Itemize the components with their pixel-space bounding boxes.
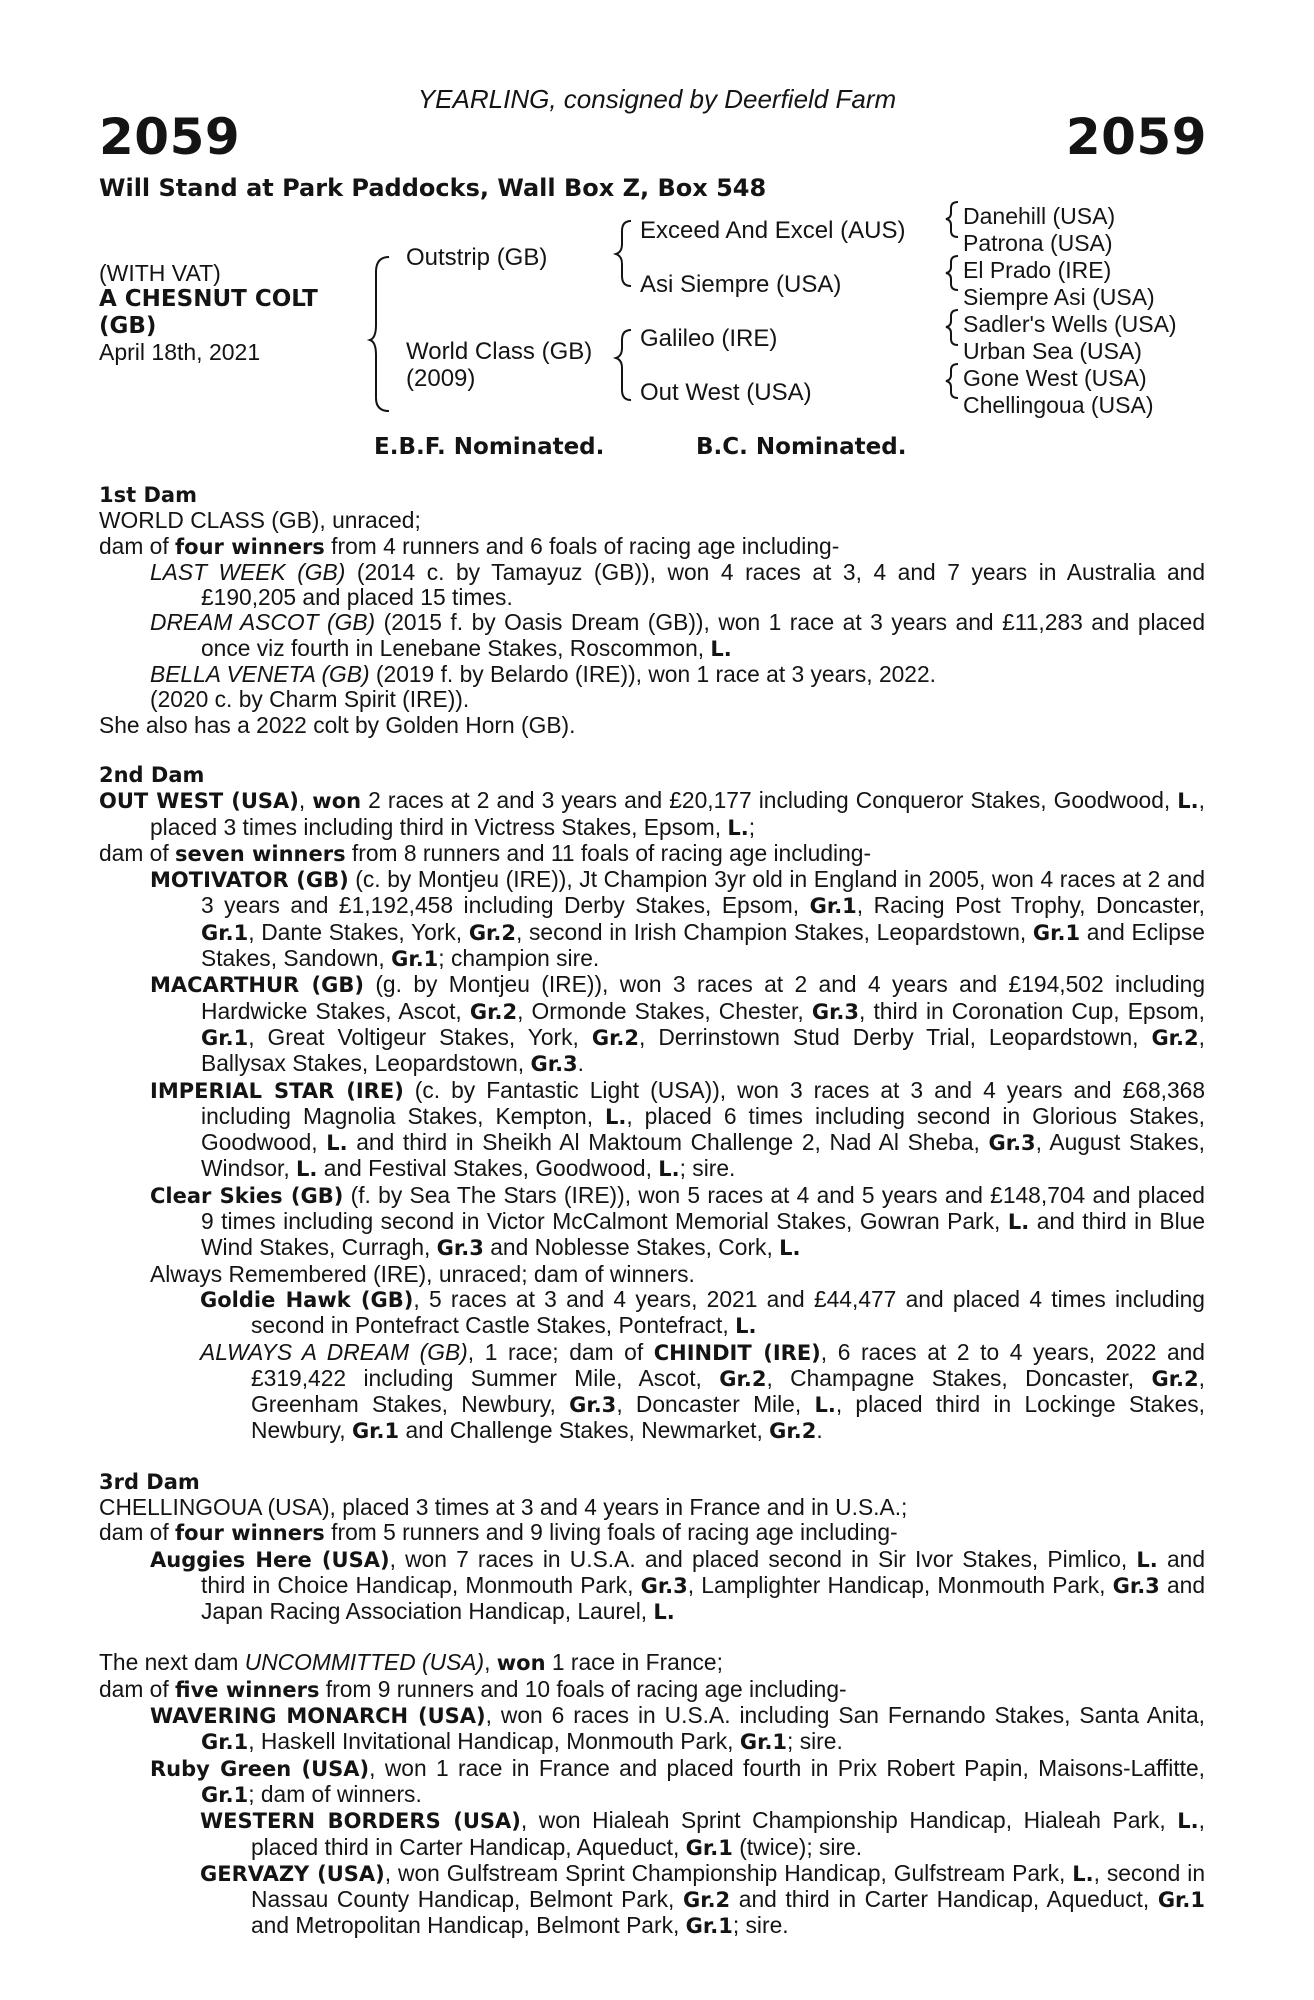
second-dam-intro bbox=[99, 788, 1205, 841]
ped-sire-sire: Exceed And Excel (AUS) bbox=[640, 217, 906, 244]
bold-text: Gr.1 bbox=[685, 1835, 733, 1860]
bold-text: L. bbox=[710, 636, 732, 661]
bold-text: Gr.3 bbox=[811, 999, 860, 1024]
bold-text: Clear Skies (GB) bbox=[150, 1183, 344, 1208]
horse-name-line1: A CHESNUT COLT bbox=[99, 286, 318, 312]
ebf-nomination: E.B.F. Nominated. bbox=[374, 434, 605, 460]
italic-text: LAST WEEK (GB) bbox=[150, 558, 346, 585]
text-run: , 5 races at 3 and 4 years, 2021 and £44,477 and placed 4 times including second in Pontefract Castle Stakes, Pontefract, bbox=[251, 1285, 1205, 1339]
vat-note: (WITH VAT) bbox=[99, 260, 221, 286]
bold-text: Gr.1 bbox=[809, 894, 857, 919]
text-run: The next dam bbox=[99, 1649, 245, 1676]
lot-number-left: 2059 bbox=[99, 108, 241, 166]
bold-text: WESTERN BORDERS (USA) bbox=[200, 1809, 521, 1834]
first-dam-entry bbox=[150, 687, 1205, 712]
ped-dam-sire: Galileo (IRE) bbox=[640, 325, 778, 352]
bold-text: L. bbox=[658, 1157, 680, 1182]
third-dam-produce-summary bbox=[99, 1520, 1205, 1546]
text-run: . bbox=[816, 1417, 823, 1444]
text-run: and Festival Stakes, Goodwood, bbox=[317, 1155, 659, 1182]
text-run: dam of bbox=[99, 532, 176, 559]
ped-dam-year: (2009) bbox=[406, 365, 476, 392]
bold-text: L. bbox=[735, 1314, 757, 1339]
bold-text: MOTIVATOR (GB) bbox=[150, 868, 349, 893]
bracket-g4 bbox=[946, 364, 958, 398]
text-run: , placed 3 times including third in Victress Stakes, Epsom, bbox=[150, 787, 1205, 840]
text-run: from 9 runners and 10 foals of racing age including- bbox=[319, 1675, 847, 1702]
ped-g4: Siempre Asi (USA) bbox=[963, 284, 1155, 310]
text-run: 2 races at 2 and 3 years and £20,177 including Conqueror Stakes, Goodwood, bbox=[361, 787, 1178, 814]
bold-text: Gr.2 bbox=[468, 920, 517, 945]
first-dam-produce-summary bbox=[99, 534, 1205, 560]
bold-text: Gr.1 bbox=[685, 1914, 733, 1939]
first-dam-entry bbox=[150, 560, 1205, 611]
bracket-parents bbox=[370, 257, 389, 411]
text-run: and Noblesse Stakes, Cork, bbox=[483, 1234, 780, 1261]
text-run: , second in Irish Champion Stakes, Leopardstown, bbox=[516, 918, 1033, 945]
dam-records bbox=[99, 483, 1205, 1940]
italic-text: DREAM ASCOT (GB) bbox=[150, 609, 376, 636]
bold-text: Gr.3 bbox=[1112, 1573, 1160, 1598]
ped-dam-dam: Out West (USA) bbox=[640, 379, 812, 406]
text-run: and third in Carter Handicap, Aqueduct, bbox=[730, 1886, 1158, 1913]
bold-text: L. bbox=[779, 1236, 801, 1261]
bold-text: Gr.3 bbox=[436, 1236, 484, 1261]
text-run: , Doncaster Mile, bbox=[616, 1391, 815, 1418]
bold-text: Gr.2 bbox=[469, 999, 518, 1024]
bold-text: L. bbox=[1177, 789, 1199, 814]
text-run: , Ballysax Stakes, Leopardstown, bbox=[201, 1023, 1205, 1077]
bold-text: Gr.1 bbox=[1032, 920, 1081, 945]
stand-location: Will Stand at Park Paddocks, Wall Box Z, Box 548 bbox=[99, 174, 767, 202]
text-run: (c. by Montjeu (IRE)), Jt Champion 3yr old in England in 2005, won 4 races at 2 and 3 years and £1,192,458 including Derby Stakes, Epsom, bbox=[201, 866, 1205, 919]
text-run: Always Remembered (IRE), unraced; dam of winners. bbox=[150, 1260, 695, 1287]
text-run: , placed 6 times including second in Glorious Stakes, Goodwood, bbox=[201, 1102, 1205, 1156]
ped-g2: Patrona (USA) bbox=[963, 230, 1113, 256]
text-run: and Challenge Stakes, Newmarket, bbox=[399, 1417, 770, 1444]
text-run: , Ormonde Stakes, Chester, bbox=[517, 997, 812, 1024]
text-run: , won 1 race in France and placed fourth in Prix Robert Papin, Maisons-Laffitte, bbox=[369, 1754, 1205, 1781]
consignment-line: YEARLING, consigned by Deerfield Farm bbox=[417, 84, 897, 114]
bold-text: seven winners bbox=[175, 841, 346, 866]
bold-text: Gr.3 bbox=[640, 1573, 688, 1598]
italic-text: ALWAYS A DREAM (GB) bbox=[200, 1338, 468, 1365]
text-run: and Eclipse Stakes, Sandown, bbox=[201, 918, 1205, 972]
bold-text: L. bbox=[326, 1131, 348, 1156]
bold-text: Gr.1 bbox=[201, 920, 249, 945]
text-run: ; sire. bbox=[787, 1728, 843, 1755]
ped-sire-dam: Asi Siempre (USA) bbox=[640, 271, 842, 298]
text-run: , Great Voltigeur Stakes, York, bbox=[248, 1023, 592, 1050]
bold-text: Gr.1 bbox=[351, 1419, 400, 1444]
bold-text: CHINDIT (IRE) bbox=[653, 1340, 821, 1365]
bold-text: five winners bbox=[175, 1677, 320, 1702]
bold-text: L. bbox=[814, 1393, 836, 1418]
ped-g5: Sadler's Wells (USA) bbox=[963, 311, 1177, 337]
text-run: , won 6 races in U.S.A. including San Fernando Stakes, Santa Anita, bbox=[485, 1702, 1205, 1729]
text-run: (f. by Sea The Stars (IRE)), won 5 races at 4 and 5 years and £148,704 and placed 9 times including second in Victor McCalmont Memorial Stakes, Gowran Park, bbox=[201, 1181, 1205, 1235]
bold-text: WAVERING MONARCH (USA) bbox=[150, 1704, 486, 1729]
text-run: (c. by Fantastic Light (USA)), won 3 races at 3 and 4 years and £68,368 including Magnolia Stakes, Kempton, bbox=[201, 1076, 1205, 1129]
text-run: ; dam of winners. bbox=[248, 1780, 422, 1807]
text-run: , won Gulfstream Sprint Championship Handicap, Gulfstream Park, bbox=[384, 1859, 1073, 1886]
text-run: from 4 runners and 6 foals of racing age including- bbox=[324, 532, 840, 559]
text-run: from 5 runners and 9 living foals of racing age including- bbox=[324, 1519, 898, 1546]
ped-g6: Urban Sea (USA) bbox=[963, 338, 1142, 364]
text-run: (2014 c. by Tamayuz (GB)), won 4 races at 3, 4 and 7 years in Australia and £190,205 and placed 15 times. bbox=[201, 558, 1206, 611]
text-run: ; champion sire. bbox=[438, 945, 600, 972]
bracket-dam bbox=[616, 330, 631, 400]
text-run: ; bbox=[748, 813, 756, 840]
first-dam-entry bbox=[150, 610, 1205, 662]
bold-text: Gr.3 bbox=[569, 1393, 617, 1418]
text-run: ; sire. bbox=[732, 1912, 789, 1939]
text-run: , Greenham Stakes, Newbury, bbox=[251, 1364, 1205, 1418]
text-run: , third in Coronation Cup, Epsom, bbox=[859, 997, 1205, 1024]
text-run: , second in Nassau County Handicap, Belmont Park, bbox=[251, 1859, 1205, 1913]
text-run: dam of bbox=[99, 839, 176, 866]
bold-text: L. bbox=[727, 815, 749, 840]
ped-sire: Outstrip (GB) bbox=[406, 244, 548, 271]
bold-text: four winners bbox=[175, 1521, 325, 1546]
text-run: , Dante Stakes, York, bbox=[248, 918, 469, 945]
bold-text: Gr.2 bbox=[1151, 1366, 1199, 1391]
text-run: , Racing Post Trophy, Doncaster, bbox=[856, 892, 1205, 919]
bold-text: Gr.1 bbox=[201, 1730, 249, 1755]
italic-text: UNCOMMITTED (USA) bbox=[244, 1649, 485, 1676]
text-run: , 1 race; dam of bbox=[467, 1338, 654, 1365]
bold-text: Gr.1 bbox=[391, 947, 439, 972]
bold-text: Gr.1 bbox=[739, 1730, 788, 1755]
text-run: and third in Blue Wind Stakes, Curragh, bbox=[201, 1208, 1206, 1261]
bold-text: L. bbox=[1177, 1809, 1199, 1834]
text-run: , Derrinstown Stud Derby Trial, Leopardstown, bbox=[639, 1023, 1152, 1050]
text-run: , August Stakes, Windsor, bbox=[201, 1129, 1206, 1182]
bold-text: GERVAZY (USA) bbox=[200, 1861, 385, 1886]
bold-text: won bbox=[496, 1651, 546, 1676]
ped-g3: El Prado (IRE) bbox=[963, 257, 1112, 283]
first-dam-note: She also has a 2022 colt by Golden Horn (GB). bbox=[99, 711, 576, 738]
bold-text: Gr.1 bbox=[1157, 1888, 1206, 1913]
bold-text: OUT WEST (USA) bbox=[99, 789, 299, 814]
text-run: 1 race in France; bbox=[545, 1649, 723, 1676]
text-run: ; sire. bbox=[679, 1155, 736, 1182]
second-dam-entry bbox=[150, 1262, 1205, 1287]
bold-text: Gr.1 bbox=[201, 1025, 249, 1050]
bold-text: Ruby Green (USA) bbox=[150, 1756, 370, 1781]
first-dam-entry bbox=[150, 662, 1205, 687]
ped-g7: Gone West (USA) bbox=[963, 365, 1147, 391]
text-run: , won 7 races in U.S.A. and placed second in Sir Ivor Stakes, Pimlico, bbox=[389, 1545, 1137, 1572]
bold-text: Gr.1 bbox=[201, 1782, 249, 1807]
next-dam-entry bbox=[150, 1756, 1205, 1809]
text-run: from 8 runners and 11 foals of racing age including- bbox=[345, 839, 872, 866]
text-run: (twice); sire. bbox=[732, 1833, 863, 1860]
bracket-g1 bbox=[946, 202, 958, 237]
bold-text: IMPERIAL STAR (IRE) bbox=[150, 1078, 404, 1103]
text-run: . bbox=[577, 1050, 585, 1077]
bold-text: Gr.3 bbox=[988, 1131, 1036, 1156]
bc-nomination: B.C. Nominated. bbox=[696, 434, 907, 460]
text-run: dam of bbox=[99, 1675, 176, 1702]
ped-dam: World Class (GB) bbox=[406, 338, 593, 365]
bold-text: Gr.2 bbox=[769, 1419, 817, 1444]
next-dam-entry bbox=[150, 1703, 1205, 1756]
text-run: , Champagne Stakes, Doncaster, bbox=[766, 1364, 1152, 1391]
bracket-g2 bbox=[946, 256, 958, 290]
second-dam-sub-entry bbox=[200, 1287, 1205, 1340]
bracket-sire bbox=[616, 221, 631, 286]
bold-text: Goldie Hawk (GB) bbox=[200, 1287, 414, 1312]
bold-text: Gr.3 bbox=[530, 1052, 578, 1077]
third-dam-heading: 3rd Dam bbox=[99, 1469, 200, 1494]
text-run: and third in Sheikh Al Maktoum Challenge 2, Nad Al Sheba, bbox=[347, 1129, 989, 1156]
second-dam-entry bbox=[150, 972, 1205, 1077]
bracket-g3 bbox=[946, 310, 958, 345]
text-run: and Metropolitan Handicap, Belmont Park, bbox=[251, 1912, 686, 1939]
ped-g1: Danehill (USA) bbox=[963, 203, 1116, 229]
foaling-date: April 18th, 2021 bbox=[99, 339, 261, 365]
text-run: , bbox=[298, 787, 313, 814]
bold-text: won bbox=[312, 789, 362, 814]
text-run: (2015 f. by Oasis Dream (GB)), won 1 race at 3 years and £11,283 and placed once viz fourth in Lenebane Stakes, Roscommon, bbox=[201, 609, 1205, 661]
text-run: and Japan Racing Association Handicap, Laurel, bbox=[201, 1571, 1206, 1625]
text-run: and third in Choice Handicap, Monmouth Park, bbox=[201, 1545, 1205, 1598]
second-dam-sub-entry bbox=[200, 1340, 1205, 1445]
bold-text: MACARTHUR (GB) bbox=[150, 973, 364, 998]
text-run: , placed third in Carter Handicap, Aqueduct, bbox=[251, 1807, 1205, 1860]
next-dam-produce-summary bbox=[99, 1677, 1205, 1703]
bold-text: Gr.2 bbox=[591, 1025, 640, 1050]
text-run: (2020 c. by Charm Spirit (IRE)). bbox=[150, 686, 470, 713]
first-dam-line: WORLD CLASS (GB), unraced; bbox=[99, 507, 421, 534]
bold-text: four winners bbox=[175, 534, 325, 559]
text-run: (g. by Montjeu (IRE)), won 3 races at 2 and 4 years and £194,502 including Hardwicke Stakes, Ascot, bbox=[201, 971, 1205, 1024]
text-run: , placed third in Lockinge Stakes, Newbury, bbox=[251, 1391, 1205, 1444]
bold-text: Gr.2 bbox=[1151, 1025, 1199, 1050]
bold-text: Auggies Here (USA) bbox=[150, 1547, 390, 1572]
text-run: , 6 races at 2 to 4 years, 2022 and £319,422 including Summer Mile, Ascot, bbox=[251, 1338, 1205, 1391]
text-run: (2019 f. by Belardo (IRE)), won 1 race at 3 years, 2022. bbox=[369, 661, 936, 688]
text-run: , Lamplighter Handicap, Monmouth Park, bbox=[687, 1571, 1113, 1598]
bold-text: L. bbox=[653, 1600, 675, 1625]
second-dam-produce-summary bbox=[99, 841, 1205, 867]
bold-text: L. bbox=[1072, 1861, 1094, 1886]
third-dam-entry bbox=[150, 1547, 1205, 1626]
text-run: , won Hialeah Sprint Championship Handicap, Hialeah Park, bbox=[520, 1807, 1178, 1834]
bold-text: Gr.2 bbox=[682, 1888, 731, 1913]
second-dam-entry bbox=[150, 867, 1205, 972]
text-run: , bbox=[484, 1649, 497, 1676]
ped-g8: Chellingoua (USA) bbox=[963, 392, 1154, 418]
first-dam-heading: 1st Dam bbox=[99, 483, 197, 507]
italic-text: BELLA VENETA (GB) bbox=[150, 661, 370, 688]
next-dam-intro bbox=[99, 1650, 1205, 1676]
bold-text: L. bbox=[296, 1157, 318, 1182]
horse-name-line2: (GB) bbox=[99, 313, 157, 339]
second-dam-entry bbox=[150, 1078, 1205, 1183]
bold-text: L. bbox=[1007, 1210, 1030, 1235]
second-dam-heading: 2nd Dam bbox=[99, 762, 205, 787]
bold-text: Gr.2 bbox=[719, 1366, 767, 1391]
bold-text: L. bbox=[1136, 1547, 1158, 1572]
next-dam-sub-entry bbox=[200, 1861, 1205, 1940]
text-run: dam of bbox=[99, 1519, 176, 1546]
second-dam-entry bbox=[150, 1183, 1205, 1262]
lot-number-right: 2059 bbox=[1065, 108, 1207, 166]
next-dam-sub-entry bbox=[200, 1808, 1205, 1861]
text-run: , Haskell Invitational Handicap, Monmouth Park, bbox=[248, 1728, 740, 1755]
third-dam-line: CHELLINGOUA (USA), placed 3 times at 3 and 4 years in France and in U.S.A.; bbox=[99, 1493, 908, 1520]
bold-text: L. bbox=[605, 1104, 627, 1129]
